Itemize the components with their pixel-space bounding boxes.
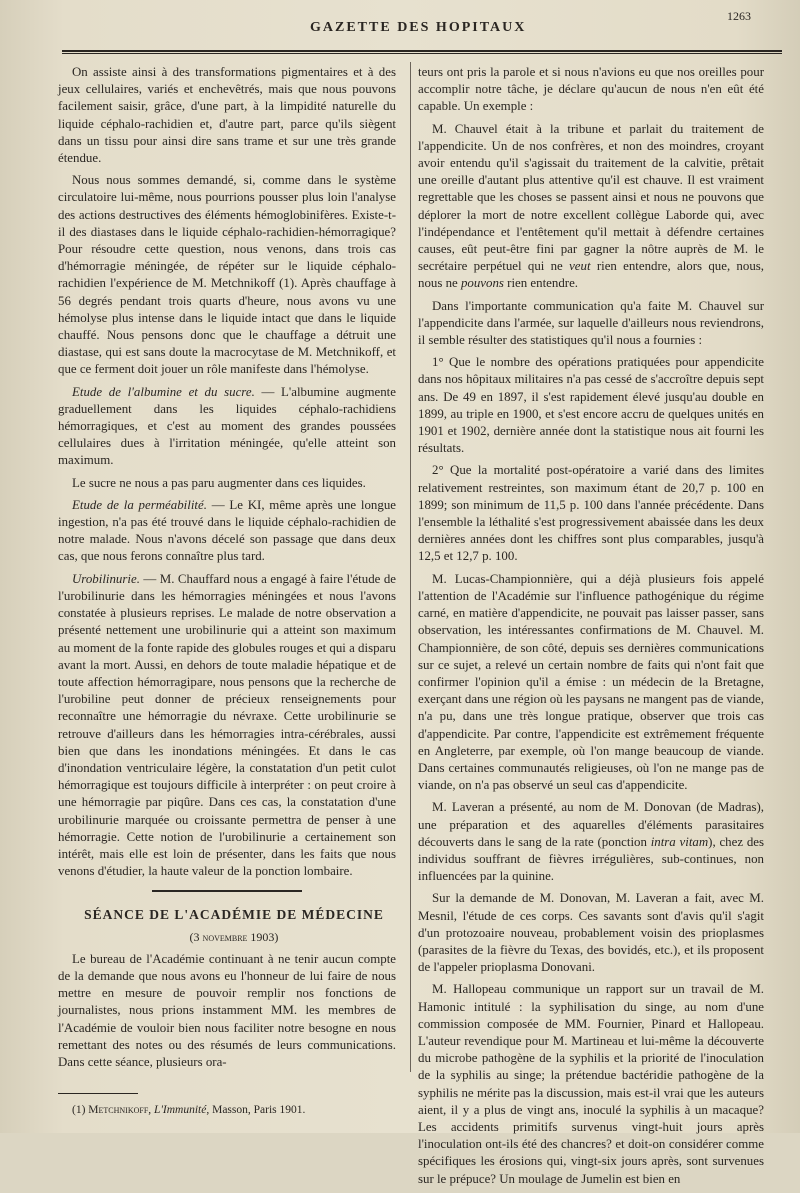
left-column xyxy=(58,64,396,1124)
page-number: 1263 xyxy=(727,9,751,23)
paragraph: Urobilinurie. — M. Chauffard nous a engagé à faire l'étude de l'urobilinurie dans les hémorragies méningées et nous l'avons constatée à plusieurs reprises. Le malade de notre observation a présenté nettement une urobilinurie qui a atteint son maximum au moment de la fonte rapide des globules rouges et qui a disparu avant la mort. Aussi, en dehors de toute maladie hépatique et de toute affection hémorragipare, nous pensons que la recherche de l'urobiline peut donner de précieux renseignements pour reconnaître une hémorragie du névraxe. Cette urobilinurie se retrouve d'ailleurs dans les hémorragies intra-cérébrales, aussi bien que dans les inondations méningées. Et dans le cas d'inondation ventriculaire légère, la constatation d'un petit culot hémorragique est toujours difficile à interpréter : on peut croire à une hémorragie par piqûre. Dans ces cas, la constatation d'une urobilinurie marquée ou croissante permettra de penser à une hémorragie. Cette notion de l'urobilinurie a certainement son intérêt, mais elle est loin de présenter, dans les faits que nous venons d'étudier, la haute valeur de la ponction lombaire. xyxy=(58,571,396,879)
section-title: Urobilinurie. xyxy=(72,571,140,586)
section-title: Etude de la perméabilité. xyxy=(72,497,207,512)
footnote-rule xyxy=(58,1093,138,1094)
session-date: (3 novembre 1903) xyxy=(189,929,279,944)
paragraph: M. Hallopeau communique un rapport sur un travail de M. Hamonic intitulé : la syphilisation du singe, au nom d'une commission composée de MM. Fournier, Pinard et Hallopeau. L'auteur revendique pour M. Martineau et lui-même la découverte du microbe pathogène de la syphilis et la priorité de l'inoculation de la syphilis au singe; la prétendue bactéridie pathogène de la syphilis ne mérite pas la discussion, mais est-il vrai que les auteurs aient, il y a plus de vingt ans, inoculé la syphilis à un macaque? Les accidents primitifs survenus vingt-huit jours après l'inoculation ont-ils été des chancres? et doit-on considérer comme spécifiques les érosions qui, vingt-six jours après, sont survenues sur le prépuce? Un moulage de Jumelin est bien en xyxy=(418,982,764,1186)
section-separator xyxy=(152,890,302,892)
paragraph: teurs ont pris la parole et si nous n'avions eu que nos oreilles pour accomplir notre tâche, je déclare qu'aucun de nous n'en eût été capable. Un exemple : xyxy=(418,65,764,114)
header-rule-thin xyxy=(62,53,782,54)
paragraph: 1° Que le nombre des opérations pratiquées pour appendicite dans nos hôpitaux militaires n'a pas cessé de s'accroître depuis sept ans. De 49 en 1897, il s'est rapidement élevé jusqu'au double en 1899, au triple en 1900, et s'est encore accru de quelques unités en 1901 et 1902, dernière année dont la statistique nous ait fourni les résultats. xyxy=(418,355,764,456)
paragraph: Dans l'importante communication qu'a faite M. Chauvel sur l'appendicite dans l'armée, sur laquelle d'ailleurs nous reviendrons, il semble résulter des statistiques qu'il nous a fournies : xyxy=(418,298,764,348)
right-column xyxy=(418,64,764,1193)
page-header xyxy=(0,0,800,62)
header-rule xyxy=(62,50,782,52)
paragraph: Le bureau de l'Académie continuant à ne tenir aucun compte de la demande que nous avons eu l'honneur de lui faire de nous mettre en mesure de pouvoir remplir nos fonctions de journalistes, nous prions instamment MM. les membres de l'Académie de vouloir bien nous faciliter notre besogne en nous remettant des notes ou des résumés de leurs communications. Dans cette séance, plusieurs ora- xyxy=(58,951,396,1069)
journal-title: GAZETTE DES HOPITAUX xyxy=(310,20,527,35)
paragraph: M. Laveran a présenté, au nom de M. Donovan (de Madras), une préparation et des aquarelles d'éléments parasitaires découverts dans le sang de la rate (ponction intra vitam), chez des individus souffrant de fièvres irrégulières, sub-continues, non influencées par la quinine. xyxy=(418,800,765,884)
column-divider xyxy=(410,62,411,1072)
paragraph: M. Chauvel était à la tribune et parlait du traitement de l'appendicite. Un de nos confrères, et non des moindres, croyant avoir entendu qu'il s'agissait du traitement de la calvitie, prêtait une oreille d'autant plus attentive qu'il est chauve. Il est vraiment regrettable que les choses se passent ainsi et nous ne pouvons que déplorer la mort de notre excellent collègue Laborde qui, avec l'indépendance et l'entêtement qu'il mettait à défendre certaines causes, eût peut-être fini par gagner la nôtre auprès de M. le secrétaire perpétuel qui ne veut rien entendre, alors que, nous, nous ne pouvons rien entendre. xyxy=(418,121,765,291)
footnote: (1) Metchnikoff, L'Immunité, Masson, Paris 1901. xyxy=(72,1104,306,1117)
paragraph: On assiste ainsi à des transformations pigmentaires et à des jeux cellulaires, variés et enchevêtrés, mais que nous pouvons facilement saisir, grâce, d'une part, à la limpidité naturelle du liquide céphalo-rachidien et, d'autre part, parce qu'ils siègent dans un tissu pour ainsi dire sans trame et sur une très grande étendue. xyxy=(58,65,396,166)
paragraph: Le sucre ne nous a pas paru augmenter dans ces liquides. xyxy=(72,475,366,490)
paragraph: Nous nous sommes demandé, si, comme dans le système circulatoire lui-même, nous pourrions pousser plus loin l'analyse des actions destructives des éléments hémoglobinifères. Existe-t-il des diastases dans le liquide céphalo-rachidien-hémorragique? Pour résoudre cette question, nous venons, dans trois cas d'hémorragie méningée, de répéter sur le liquide céphalo-rachidien l'expérience de M. Metchnikoff (1). Après chauffage à 56 degrés pendant trois quarts d'heure, nous avons vu une hémolyse plus intense dans le liquide intact que dans le liquide chauffé. Nous pensons donc que le chauffage a détruit une diastase, qui est sans doute la macrocytase de M. Metchnikoff, et que ce ferment doit jouer un rôle manifeste dans l'hémolyse. xyxy=(58,173,396,377)
paragraph: Etude de l'albumine et du sucre. — L'albumine augmente graduellement dans les liquides céphalo-rachidiens hémorragiques, et c'est au moment des grandes poussées cellulaires dues à l'irritation méningée, qu'elle atteint son maximum. xyxy=(58,384,396,468)
paragraph: Etude de la perméabilité. — Le KI, même après une longue ingestion, n'a pas été trouvé dans le liquide céphalo-rachidien de notre malade. Nous n'avons décelé son passage que dans deux cas, que nous ferons connaître plus tard. xyxy=(58,497,396,564)
paragraph: M. Lucas-Championnière, qui a déjà plusieurs fois appelé l'attention de l'Académie sur l'influence pathogénique du régime carné, en matière d'appendicite, ne pouvait pas laisser passer, sans observation, les intéressantes confirmations de M. Chauvel. M. Championnière, de son côté, depuis ses dernières communications sur ce sujet, a relevé un certain nombre de faits qui n'ont fait que confirmer l'opinion qu'il a émise : un médecin de la Bretagne, exerçant dans une région où les paysans ne mangent pas de viande, n'a pu, dans une très longue pratique, observer que trois cas d'appendicite. Par contre, l'appendicite est extrêmement fréquente en Angleterre, par exemple, où l'on mange beaucoup de viande. Dans certaines communautés religieuses, où l'on ne mange pas de viande, on n'a pas observé un seul cas d'appendicite. xyxy=(418,571,764,793)
section-title: Etude de l'albumine et du sucre. xyxy=(72,384,255,399)
session-title: SÉANCE DE L'ACADÉMIE DE MÉDECINE xyxy=(84,907,384,923)
paragraph: 2° Que la mortalité post-opératoire a varié dans des limites relativement restreintes, son maximum étant de 20,7 p. 100 en 1899; son minimum de 11,5 p. 100 dans l'année précédente. Dans l'ensemble la léthalité s'est progressivement abaissée dans les deux dernières années dont les chiffres sont plus comparables, jusqu'à 12,5 et 12,7 p. 100. xyxy=(418,463,764,564)
paragraph: Sur la demande de M. Donovan, M. Laveran a fait, avec M. Mesnil, l'étude de ces corps. Ces savants sont d'avis qu'il s'agit d'un protozoaire nouveau, probablement voisin des prioplasmes (parasites de la fièvre du Texas, des bovidés, etc.), et ils proposent de l'appeler prioplasma Donovani. xyxy=(418,891,764,975)
